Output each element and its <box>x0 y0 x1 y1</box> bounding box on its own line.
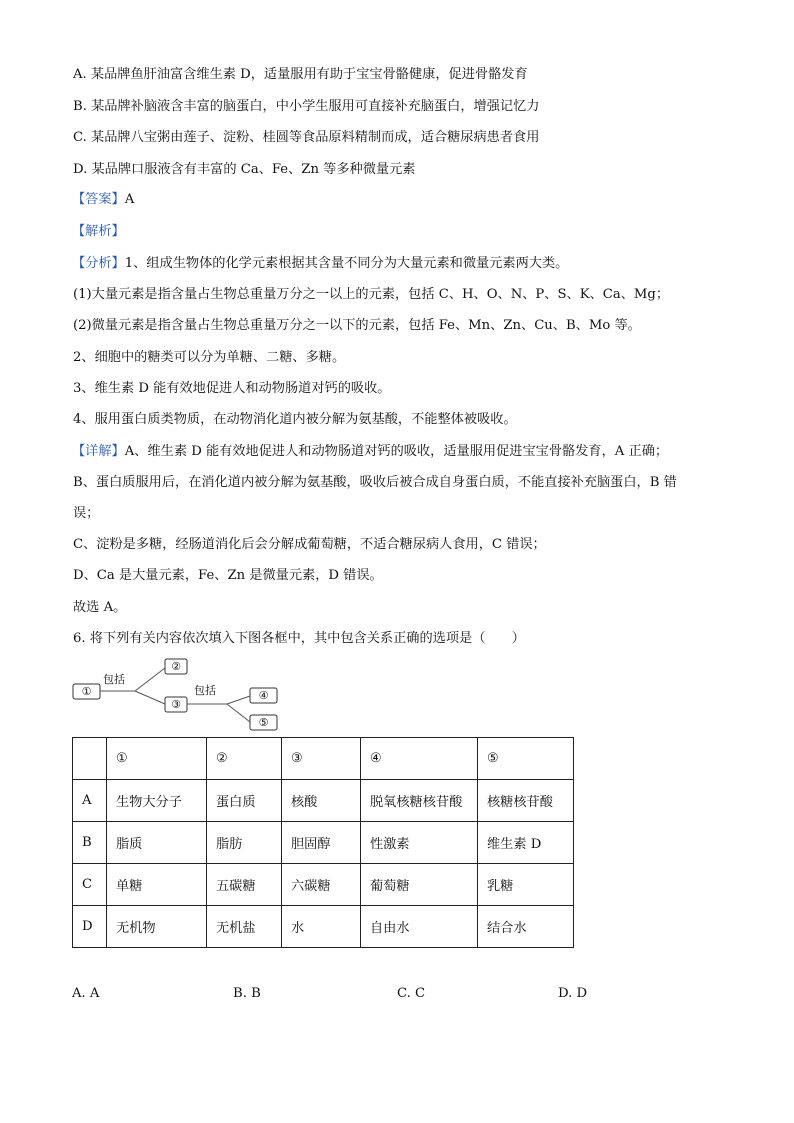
diagram-include-2: 包括 <box>194 684 216 697</box>
table-row <box>73 822 574 864</box>
analysis-line-1 <box>72 254 568 274</box>
table-row <box>73 864 574 906</box>
table-cell: ① <box>107 738 207 780</box>
diagram-label-1: ① <box>81 685 92 698</box>
answer-value: A <box>124 192 135 207</box>
diagram-label-4: ④ <box>258 689 269 702</box>
detail-line-5: D、Ca 是大量元素，Fe、Zn 是微量元素，D 错误。 <box>73 568 383 583</box>
table-cell: 脱氧核糖核苷酸 <box>361 780 478 822</box>
choice-a: A. A <box>72 986 100 1001</box>
option-d-prev: D. 某品牌口服液含有丰富的 Ca、Fe、Zn 等多种微量元素 <box>73 162 416 177</box>
detail-line-6: 故选 A。 <box>73 600 127 615</box>
option-b-prev: B. 某品牌补脑液含丰富的脑蛋白，中小学生服用可直接补充脑蛋白，增强记忆力 <box>73 99 540 114</box>
options-table <box>72 737 574 948</box>
detail-text-1: A、维生素 D 能有效地促进人和动物肠道对钙的吸收，适量服用促进宝宝骨骼发育，A 正确； <box>124 444 669 459</box>
table-cell: ⑤ <box>478 738 574 780</box>
detail-line-4: C、淀粉是多糖，经肠道消化后会分解成葡萄糖，不适合糖尿病人食用，C 错误； <box>73 537 546 552</box>
analysis-text-1: 1、组成生物体的化学元素根据其含量不同分为大量元素和微量元素两大类。 <box>124 256 569 271</box>
table-cell: 蛋白质 <box>207 780 282 822</box>
option-a-prev: A. 某品牌鱼肝油富含维生素 D，适量服用有助于宝宝骨骼健康，促进骨骼发育 <box>73 67 528 82</box>
detail-line-2: B、蛋白质服用后，在消化道内被分解为氨基酸，吸收后被合成自身蛋白质，不能直接补充脑蛋白，B 错 <box>73 475 677 490</box>
diagram-label-2: ② <box>171 660 181 673</box>
table-cell: 维生素 D <box>478 822 574 864</box>
table-cell <box>73 738 107 780</box>
table-cell: 五碳糖 <box>207 864 282 906</box>
inclusion-diagram <box>72 656 292 738</box>
analysis-line-2: (1)大量元素是指含量占生物总重量万分之一以上的元素，包括 C、H、O、N、P、S、K、Ca、Mg； <box>73 287 670 302</box>
table-cell: 无机物 <box>107 906 207 948</box>
table-cell: 核酸 <box>282 780 361 822</box>
table-cell: 六碳糖 <box>282 864 361 906</box>
diagram-label-3: ③ <box>171 698 181 711</box>
analysis-bracket: 【分析】 <box>72 256 125 271</box>
table-header-row <box>73 738 574 780</box>
table-cell: C <box>73 864 107 906</box>
analysis-heading-text: 【解析】 <box>72 224 125 239</box>
table-cell: 胆固醇 <box>282 822 361 864</box>
option-c-prev: C. 某品牌八宝粥由莲子、淀粉、桂圆等食品原料精制而成，适合糖尿病患者食用 <box>73 130 540 145</box>
table-cell: 脂肪 <box>207 822 282 864</box>
analysis-line-3: (2)微量元素是指含量占生物总重量万分之一以下的元素，包括 Fe、Mn、Zn、Cu、B、Mo 等。 <box>73 318 641 333</box>
table-cell: 性激素 <box>361 822 478 864</box>
table-cell: 结合水 <box>478 906 574 948</box>
analysis-line-4: 2、细胞中的糖类可以分为单糖、二糖、多糖。 <box>73 350 346 365</box>
detail-line-3: 误； <box>73 506 100 521</box>
analysis-line-6: 4、服用蛋白质类物质，在动物消化道内被分解为氨基酸，不能整体被吸收。 <box>73 412 517 427</box>
diagram-label-5: ⑤ <box>258 716 269 729</box>
question-stem: 6. 将下列有关内容依次填入下图各框中，其中包含关系正确的选项是（ ） <box>73 631 525 646</box>
table-cell: ④ <box>361 738 478 780</box>
detail-line-1 <box>72 442 668 462</box>
analysis-heading <box>72 222 125 242</box>
answer-line <box>72 190 134 210</box>
choice-d: D. D <box>558 986 588 1001</box>
analysis-line-5: 3、维生素 D 能有效地促进人和动物肠道对钙的吸收。 <box>73 381 391 396</box>
table-cell: A <box>73 780 107 822</box>
table-row <box>73 906 574 948</box>
table-cell: ③ <box>282 738 361 780</box>
table-cell: ② <box>207 738 282 780</box>
table-cell: 核糖核苷酸 <box>478 780 574 822</box>
table-cell: 无机盐 <box>207 906 282 948</box>
table-cell: 乳糖 <box>478 864 574 906</box>
table-cell: D <box>73 906 107 948</box>
table-cell: 自由水 <box>361 906 478 948</box>
table-cell: B <box>73 822 107 864</box>
table-cell: 脂质 <box>107 822 207 864</box>
diagram-include-1: 包括 <box>103 673 125 686</box>
table-cell: 生物大分子 <box>107 780 207 822</box>
table-cell: 单糖 <box>107 864 207 906</box>
table-cell: 水 <box>282 906 361 948</box>
table-row <box>73 780 574 822</box>
detail-bracket: 【详解】 <box>72 444 125 459</box>
choice-b: B. B <box>233 986 261 1001</box>
choice-c: C. C <box>397 986 426 1001</box>
answer-bracket: 【答案】 <box>72 192 125 207</box>
table-cell: 葡萄糖 <box>361 864 478 906</box>
